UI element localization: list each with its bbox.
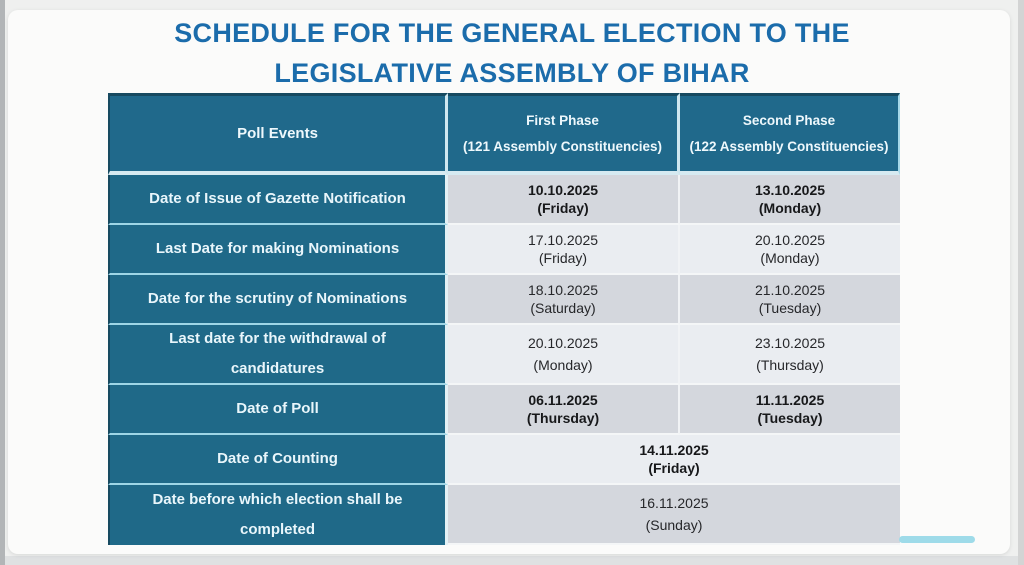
completion-date: 16.11.2025	[639, 495, 709, 511]
row-label-making-nominations: Last Date for making Nominations	[108, 225, 448, 275]
poll-phase1-date: 06.11.2025	[528, 391, 598, 408]
scrutiny-phase2-day: (Tuesday)	[758, 300, 822, 317]
row-label-date-of-counting: Date of Counting	[108, 435, 448, 485]
nominations-phase2-day: (Monday)	[760, 250, 820, 267]
withdrawal-phase2-cell	[680, 325, 900, 385]
row-label-date-of-poll: Date of Poll	[108, 385, 448, 435]
gazette-phase1-day: (Friday)	[537, 200, 589, 217]
poll-phase1-day: (Thursday)	[526, 410, 600, 427]
poll-phase2-cell	[680, 385, 900, 435]
gazette-phase2-cell	[680, 175, 900, 225]
header-second-phase	[680, 93, 900, 175]
completion-combined-cell	[448, 485, 900, 545]
scrutiny-phase2-date: 21.10.2025	[754, 281, 826, 298]
poll-phase2-day: (Tuesday)	[757, 410, 823, 427]
header-second-phase-title: Second Phase	[742, 113, 836, 128]
row-label-scrutiny-nominations: Date for the scrutiny of Nominations	[108, 275, 448, 325]
header-poll-events	[108, 93, 448, 175]
nominations-phase1-date: 17.10.2025	[527, 231, 599, 248]
row-label-withdrawal-candidatures: Last date for the withdrawal of candidatures	[108, 325, 448, 385]
withdrawal-phase1-date: 20.10.2025	[527, 335, 599, 351]
nominations-phase2-cell	[680, 225, 900, 275]
counting-combined-cell	[448, 435, 900, 485]
nominations-phase2-date: 20.10.2025	[754, 231, 826, 248]
scrutiny-phase1-day: (Saturday)	[530, 300, 596, 317]
withdrawal-phase2-date: 23.10.2025	[754, 335, 826, 351]
completion-day: (Sunday)	[645, 517, 703, 533]
header-first-phase-subtitle: (121 Assembly Constituencies)	[462, 139, 663, 154]
header-poll-events-label: Poll Events	[237, 125, 318, 142]
counting-date: 14.11.2025	[639, 441, 709, 458]
header-second-phase-subtitle: (122 Assembly Constituencies)	[689, 139, 889, 154]
scrutiny-phase1-date: 18.10.2025	[527, 281, 599, 298]
nominations-phase1-day: (Friday)	[538, 250, 588, 267]
gazette-phase1-cell	[448, 175, 680, 225]
nominations-phase1-cell	[448, 225, 680, 275]
page-title-line1: SCHEDULE FOR THE GENERAL ELECTION TO THE	[174, 18, 850, 48]
horizontal-scrollbar-thumb[interactable]	[899, 536, 975, 543]
counting-day: (Friday)	[648, 460, 700, 477]
page-title	[0, 13, 1024, 93]
page-title-line2: LEGISLATIVE ASSEMBLY OF BIHAR	[274, 58, 750, 88]
withdrawal-phase1-cell	[448, 325, 680, 385]
withdrawal-phase2-day: (Thursday)	[756, 357, 824, 373]
poll-phase1-cell	[448, 385, 680, 435]
poll-phase2-date: 11.11.2025	[755, 391, 825, 408]
scrutiny-phase1-cell	[448, 275, 680, 325]
header-first-phase-title: First Phase	[526, 113, 599, 128]
gazette-phase2-date: 13.10.2025	[754, 181, 826, 198]
row-label-election-completed: Date before which election shall be completed	[108, 485, 448, 545]
withdrawal-phase1-day: (Monday)	[533, 357, 593, 373]
election-schedule-table	[108, 93, 900, 545]
gazette-phase1-date: 10.10.2025	[527, 181, 599, 198]
scrutiny-phase2-cell	[680, 275, 900, 325]
bottom-edge-strip	[5, 556, 1018, 565]
row-label-gazette-notification: Date of Issue of Gazette Notification	[108, 175, 448, 225]
gazette-phase2-day: (Monday)	[758, 200, 822, 217]
header-first-phase	[448, 93, 680, 175]
